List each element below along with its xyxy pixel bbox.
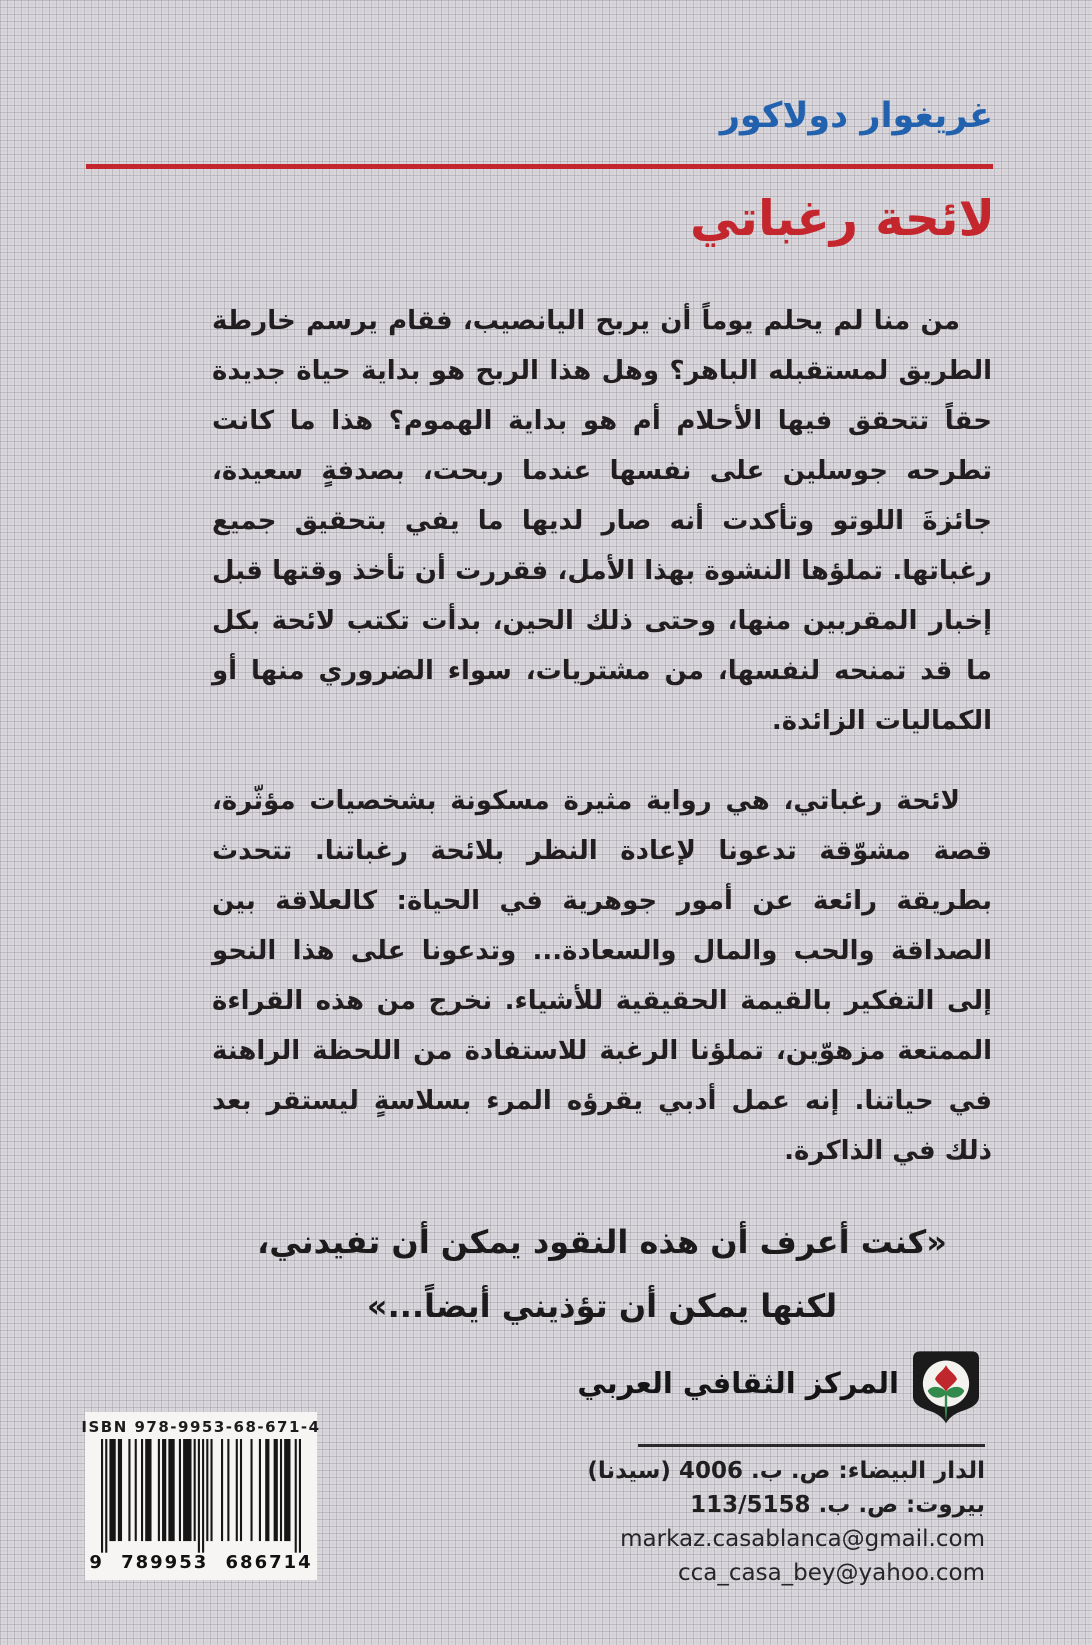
synopsis-paragraph-1: من منا لم يحلم يوماً أن يربح اليانصيب، فقام يرسم خارطة الطريق لمستقبله الباهر؟ وهل هذا الربح هو بداية حياة جديدة حقاً تتحقق فيها الأحلام أم هو بداية الهموم؟ هذا ما كانت تطرحه جوسلين على نفسها عندما ربحت، بصدفةٍ سعيدة، جائزةَ اللوتو وتأكدت أنه صار لديها ما يفي بتحقيق جميع رغباتها. تملؤها النشوة بهذا الأمل، فقررت أن تأخذ وقتها قبل إخبار المقربين منها، وحتى ذلك الحين، بدأت تكتب لائحة بكل ما قد تمنحه لنفسها، من مشتريات، سواء الضروري منها أو الكماليات الزائدة.	[212, 306, 992, 736]
publisher-name: المركز الثقافي العربي	[577, 1366, 899, 1400]
isbn-barcode-panel	[81, 1412, 321, 1580]
publisher-email-gmail: markaz.casablanca@gmail.com	[620, 1526, 985, 1552]
address-beirut: بيروت: ص. ب. 113/5158	[690, 1492, 985, 1518]
isbn-number: ISBN 978-9953-68-671-4	[81, 1418, 321, 1436]
publisher-email-yahoo: cca_casa_bey@yahoo.com	[677, 1560, 985, 1586]
pull-quote-line-2: لكنها يمكن أن تؤذيني أيضاً...»	[366, 1287, 838, 1325]
pull-quote-line-1: «كنت أعرف أن هذه النقود يمكن أن تفيدني،	[257, 1223, 947, 1261]
address-casablanca: الدار البيضاء: ص. ب. 4006 (سيدنا)	[587, 1458, 985, 1484]
synopsis-paragraph-2: لائحة رغباتي، هي رواية مثيرة مسكونة بشخصيات مؤثّرة، قصة مشوّقة تدعونا لإعادة النظر بلائحة رغباتنا. تتحدث بطريقة رائعة عن أمور جوهرية في الحياة: كالعلاقة بين الصداقة والحب والمال والسعادة... وتدعونا على هذا النحو إلى التفكير بالقيمة الحقيقية للأشياء. نخرج من هذه القراءة الممتعة مزهوّين، تملؤنا الرغبة للاستفادة من اللحظة الراهنة في حياتنا. إنه عمل أدبي يقرؤه المرء بسلاسةٍ ليستقر بعد ذلك في الذاكرة.	[212, 786, 992, 1166]
pull-quote	[212, 1210, 992, 1338]
publisher-block	[577, 1345, 979, 1431]
book-title: لائحة رغباتي	[689, 190, 995, 247]
publisher-contact-block	[587, 1454, 985, 1590]
publisher-divider-line	[638, 1444, 985, 1447]
synopsis-block	[212, 296, 992, 1338]
barcode-digits: 9 789953 686714	[89, 1552, 313, 1573]
title-divider-line	[86, 164, 993, 169]
barcode-bars-icon	[101, 1439, 301, 1555]
author-name: غريغوار دولاكور	[719, 96, 993, 136]
publisher-flower-shield-logo-icon	[913, 1345, 979, 1431]
